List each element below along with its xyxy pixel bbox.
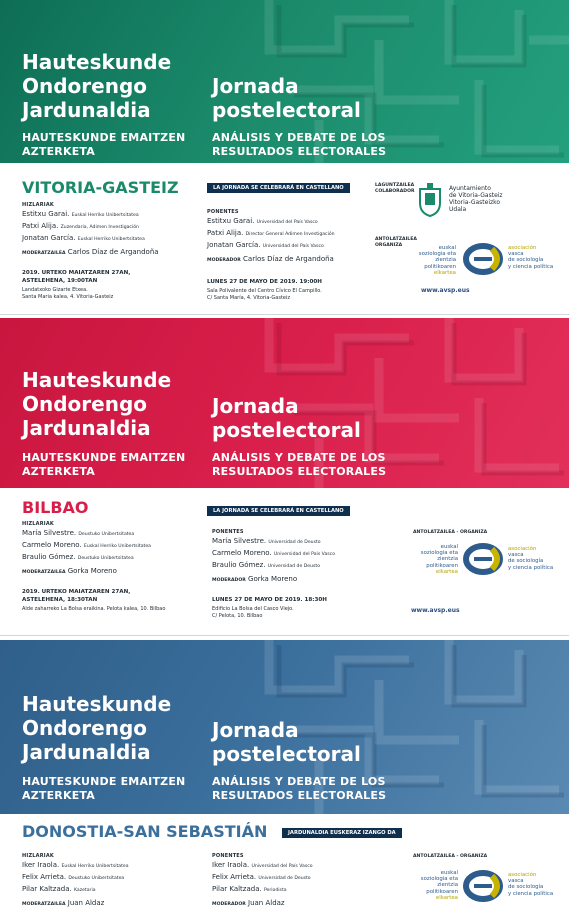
organiza-label: ANTOLATZAILEA ORGANIZA bbox=[375, 237, 417, 248]
event-date: 2019. URTEKO MAIATZAREN 27AN, ASTELEHENA, 19:00TAN bbox=[22, 270, 131, 284]
speakers-label: PONENTES bbox=[212, 529, 244, 535]
organiza-label: ANTOLATZAILEA - ORGANIZA bbox=[413, 530, 488, 535]
speakers-label: HIZLARIAK bbox=[22, 202, 54, 208]
avsp-spanish-text: asociación vasca de sociología y ciencia política bbox=[508, 546, 554, 571]
speaker-row: Pilar Kaltzada. Periodista bbox=[212, 885, 287, 893]
banner-blue bbox=[0, 640, 569, 814]
event-date: LUNES 27 DE MAYO DE 2019. 18:30H bbox=[212, 597, 327, 603]
speakers-label: HIZLARIAK bbox=[22, 853, 54, 859]
event-date: 2019. URTEKO MAIATZAREN 27AN, ASTELEHENA, 18:30TAN bbox=[22, 589, 131, 603]
avsp-basque-text: euskal soziologia eta zientzia politikoaren elkartea bbox=[418, 245, 456, 276]
spanish-title: Jornada postelectoral bbox=[212, 718, 361, 766]
info-donostia bbox=[0, 814, 569, 923]
moderator: MODERADOR Juan Aldaz bbox=[212, 899, 285, 907]
organiza-label: ANTOLATZAILEA - ORGANIZA bbox=[413, 854, 488, 859]
basque-column bbox=[22, 201, 159, 301]
event-place: Alde zaharreko La Bolsa eraikina. Pelota kalea, 10. Bilbao bbox=[22, 606, 166, 612]
moderator: MODERADOR Gorka Moreno bbox=[212, 575, 298, 583]
event-place: Sala Polivalente del Centro Cívico El Campillo. C/ Santa María, 4. Vitoria-Gasteiz bbox=[207, 288, 322, 301]
speakers-label: PONENTES bbox=[207, 209, 239, 215]
poster-bilbao bbox=[0, 318, 569, 636]
speaker-row: Braulio Gómez. Universidad de Deusto bbox=[212, 561, 321, 569]
speaker-row: Patxi Alija. Zuzendaria, Adimen Investigación bbox=[22, 222, 139, 230]
avsp-spanish-text: asociación vasca de sociología y ciencia política bbox=[508, 872, 554, 897]
website-url[interactable]: www.avsp.eus bbox=[421, 287, 470, 294]
basque-column bbox=[22, 520, 165, 613]
banner-green bbox=[0, 0, 569, 163]
speaker-row: Estitxu Garai. Euskal Herriko Unibertsitatea bbox=[22, 210, 139, 218]
event-date: LUNES 27 DE MAYO DE 2019. 19:00H bbox=[207, 279, 322, 285]
speaker-row: Estitxu Garai. Universidad del País Vasco bbox=[207, 217, 318, 225]
speaker-row: Carmelo Moreno. Euskal Herriko Unibertsitatea bbox=[22, 541, 151, 549]
spanish-subtitle: ANÁLISIS Y DEBATE DE LOS RESULTADOS ELECTORALES bbox=[212, 451, 387, 478]
speaker-row: María Silvestre. Deustuko Unibertsitatea bbox=[22, 529, 135, 537]
basque-subtitle: HAUTESKUNDE EMAITZEN AZTERKETA bbox=[22, 775, 186, 802]
city-title: DONOSTIA-SAN SEBASTIÁN bbox=[22, 822, 268, 841]
spanish-column bbox=[207, 208, 335, 302]
language-tag: LA JORNADA SE CELEBRARÁ EN CASTELLANO bbox=[207, 506, 350, 516]
speaker-row: Braulio Gómez. Deustuko Unibertsitatea bbox=[22, 553, 134, 561]
basque-title: Hauteskunde Ondorengo Jardunaldia bbox=[22, 692, 172, 764]
poster-vitoria bbox=[0, 0, 569, 315]
speaker-row: Felix Arrieta. Deustuko Unibertsitatea bbox=[22, 873, 125, 881]
language-tag: LA JORNADA SE CELEBRARÁ EN CASTELLANO bbox=[207, 183, 350, 193]
event-place: Edificio La Bolsa del Casco Viejo. C/ Pelota, 10. Bilbao bbox=[212, 606, 294, 619]
spanish-subtitle: ANÁLISIS Y DEBATE DE LOS RESULTADOS ELECTORALES bbox=[212, 775, 387, 802]
speaker-row: Felix Arrieta. Universidad de Deusto bbox=[212, 873, 311, 881]
city-title: BILBAO bbox=[22, 498, 89, 517]
spanish-title: Jornada postelectoral bbox=[212, 74, 361, 122]
moderator: MODERATZAILEA Carlos Díaz de Argandoña bbox=[22, 248, 159, 256]
language-tag: JARDUNALDIA EUSKERAZ IZANGO DA bbox=[282, 828, 402, 838]
poster-donostia bbox=[0, 640, 569, 923]
speakers-label: HIZLARIAK bbox=[22, 521, 54, 527]
speaker-row: María Silvestre. Universidad de Deusto bbox=[212, 537, 321, 545]
avsp-logo-icon bbox=[462, 870, 504, 902]
vitoria-crest-icon bbox=[418, 181, 442, 217]
spanish-column bbox=[212, 528, 335, 620]
city-title: VITORIA-GASTEIZ bbox=[22, 178, 179, 197]
speaker-row: Iker Iraola. Universidad del País Vasco bbox=[212, 861, 313, 869]
moderator: MODERADOR Carlos Díaz de Argandoña bbox=[207, 255, 334, 263]
info-bilbao bbox=[0, 488, 569, 634]
website-url[interactable]: www.avsp.eus bbox=[411, 607, 460, 614]
basque-title: Hauteskunde Ondorengo Jardunaldia bbox=[22, 368, 172, 440]
moderator: MODERATZAILEA Juan Aldaz bbox=[22, 899, 105, 907]
avsp-basque-text: euskal soziologia eta zientzia politikoaren elkartea bbox=[420, 870, 458, 901]
spanish-subtitle: ANÁLISIS Y DEBATE DE LOS RESULTADOS ELECTORALES bbox=[212, 131, 387, 158]
banner-red bbox=[0, 318, 569, 488]
basque-column bbox=[22, 852, 129, 910]
moderator: MODERATZAILEA Gorka Moreno bbox=[22, 567, 117, 575]
spanish-column bbox=[212, 852, 313, 910]
speaker-row: Jonatan García. Universidad del País Vasco bbox=[207, 241, 324, 249]
avsp-basque-text: euskal soziologia eta zientzia politikoaren elkartea bbox=[420, 544, 458, 575]
speaker-row: Pilar Kaltzada. Kazetaria bbox=[22, 885, 96, 893]
basque-subtitle: HAUTESKUNDE EMAITZEN AZTERKETA bbox=[22, 451, 186, 478]
basque-subtitle: HAUTESKUNDE EMAITZEN AZTERKETA bbox=[22, 131, 186, 158]
avsp-logo-icon bbox=[462, 243, 504, 275]
basque-title: Hauteskunde Ondorengo Jardunaldia bbox=[22, 50, 172, 122]
speaker-row: Patxi Alija. Director General Adimen Investigación bbox=[207, 229, 335, 237]
avsp-logo-icon bbox=[462, 543, 504, 575]
avsp-spanish-text: asociación vasca de sociología y ciencia política bbox=[508, 245, 554, 270]
speaker-row: Carmelo Moreno. Universidad del País Vasco bbox=[212, 549, 335, 557]
speaker-row: Iker Iraola. Euskal Herriko Unibertsitatea bbox=[22, 861, 129, 869]
event-place: Landatxoko Gizarte Etxea. Santa Maria kalea, 4. Vitoria-Gasteiz bbox=[22, 287, 114, 300]
colaborador-label: LAGUNTZAILEA COLABORADOR bbox=[375, 183, 415, 194]
spanish-title: Jornada postelectoral bbox=[212, 394, 361, 442]
info-vitoria bbox=[0, 163, 569, 313]
speakers-label: PONENTES bbox=[212, 853, 244, 859]
speaker-row: Jonatan García. Euskal Herriko Unibertsitatea bbox=[22, 234, 145, 242]
ayuntamiento-text: Ayuntamiento de Vitoria-Gasteiz Vitoria-Gasteizko Udala bbox=[449, 185, 503, 213]
